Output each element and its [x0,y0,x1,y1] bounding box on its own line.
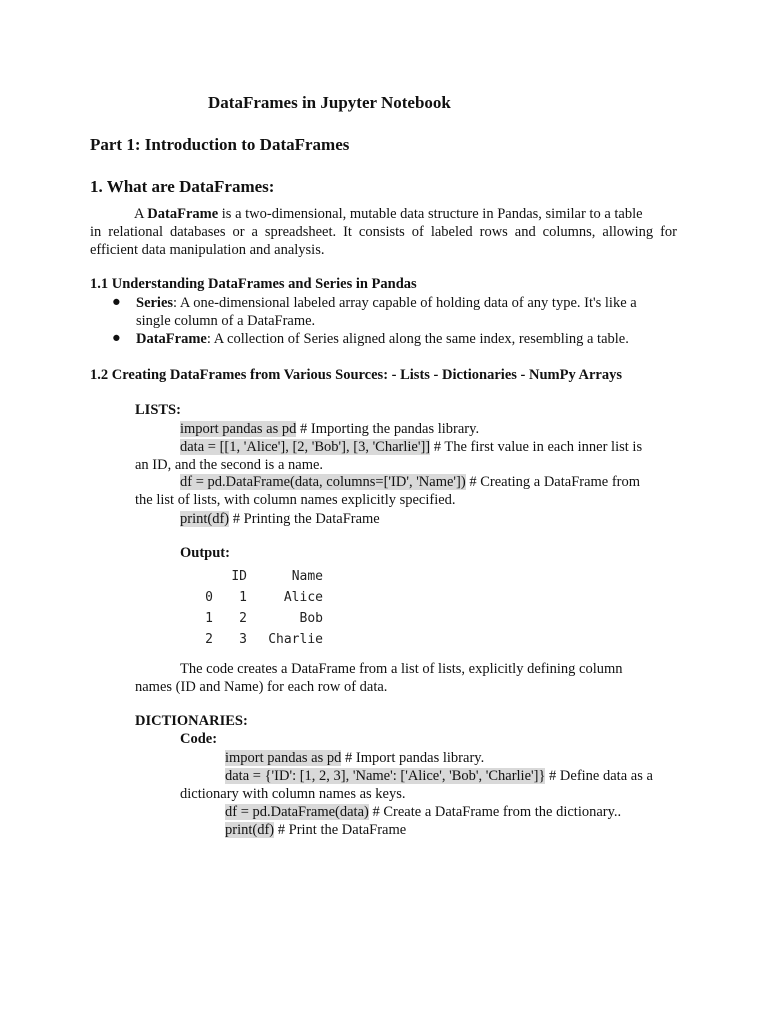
output-name: Alice [283,590,323,605]
output-table [195,569,335,659]
document-title: DataFrames in Jupyter Notebook [208,93,451,112]
lists-code-line-4: print(df) # Printing the DataFrame [180,511,380,527]
lists-code-line-2: data = [[1, 'Alice'], [2, 'Bob'], [3, 'Charlie']] # The first value in each inner list is [180,439,643,455]
lists-code-line-3: df = pd.DataFrame(data, columns=['ID', 'Name']) # Creating a DataFrame from [180,474,641,490]
output-header-id: ID [231,569,247,584]
bullet-dot: ● [112,294,121,310]
output-name: Bob [299,611,323,626]
dict-code-line-2: data = {'ID': [1, 2, 3], 'Name': ['Alice', 'Bob', 'Charlie']} # Define data as a [225,768,653,784]
output-id: 1 [239,590,247,605]
output-name: Charlie [268,632,323,647]
dictionaries-label: DICTIONARIES: [135,713,248,729]
output-index: 1 [205,611,213,626]
output-id: 2 [239,611,247,626]
lists-explanation-2: names (ID and Name) for each row of data. [135,679,388,695]
output-label: Output: [180,545,230,561]
subsection-heading-1-1: 1.1 Understanding DataFrames and Series in Pandas [90,276,417,292]
intro-paragraph: A DataFrame is a two-dimensional, mutable data structure in Pandas, similar to a table in relational databases or a spreadsheet. It consists of labeled rows and columns, allowing for efficient data manipulation and analysis. [90,206,677,258]
output-header-name: Name [291,569,323,584]
dataframe-term: DataFrame [147,206,219,222]
lists-label: LISTS: [135,402,181,418]
lists-explanation-1: The code creates a DataFrame from a list of lists, explicitly defining column [180,661,623,677]
code-label: Code: [180,731,218,747]
dict-code-line-1: import pandas as pd # Import pandas library. [225,750,485,766]
part-heading: Part 1: Introduction to DataFrames [90,135,350,154]
output-index: 0 [205,590,213,605]
dict-code-line-2b: dictionary with column names as keys. [180,786,406,802]
dict-code-line-3: df = pd.DataFrame(data) # Create a DataFrame from the dictionary.. [225,804,622,820]
bullet-dataframe: DataFrame: A collection of Series aligned along the same index, resembling a table. [136,331,629,347]
subsection-heading-1-2: 1.2 Creating DataFrames from Various Sources: - Lists - Dictionaries - NumPy Arrays [90,367,623,383]
dict-code-line-4: print(df) # Print the DataFrame [225,822,407,838]
section-heading: 1. What are DataFrames: [90,177,275,196]
output-id: 3 [239,632,247,647]
lists-code-line-3b: the list of lists, with column names explicitly specified. [135,492,456,508]
bullet-dot: ● [112,330,121,346]
output-index: 2 [205,632,213,647]
lists-code-line-2b: an ID, and the second is a name. [135,457,324,473]
lists-code-line-1: import pandas as pd # Importing the pandas library. [180,421,480,437]
bullet-series: Series: A one-dimensional labeled array capable of holding data of any type. It's like a single column of a DataFrame. [136,295,637,329]
